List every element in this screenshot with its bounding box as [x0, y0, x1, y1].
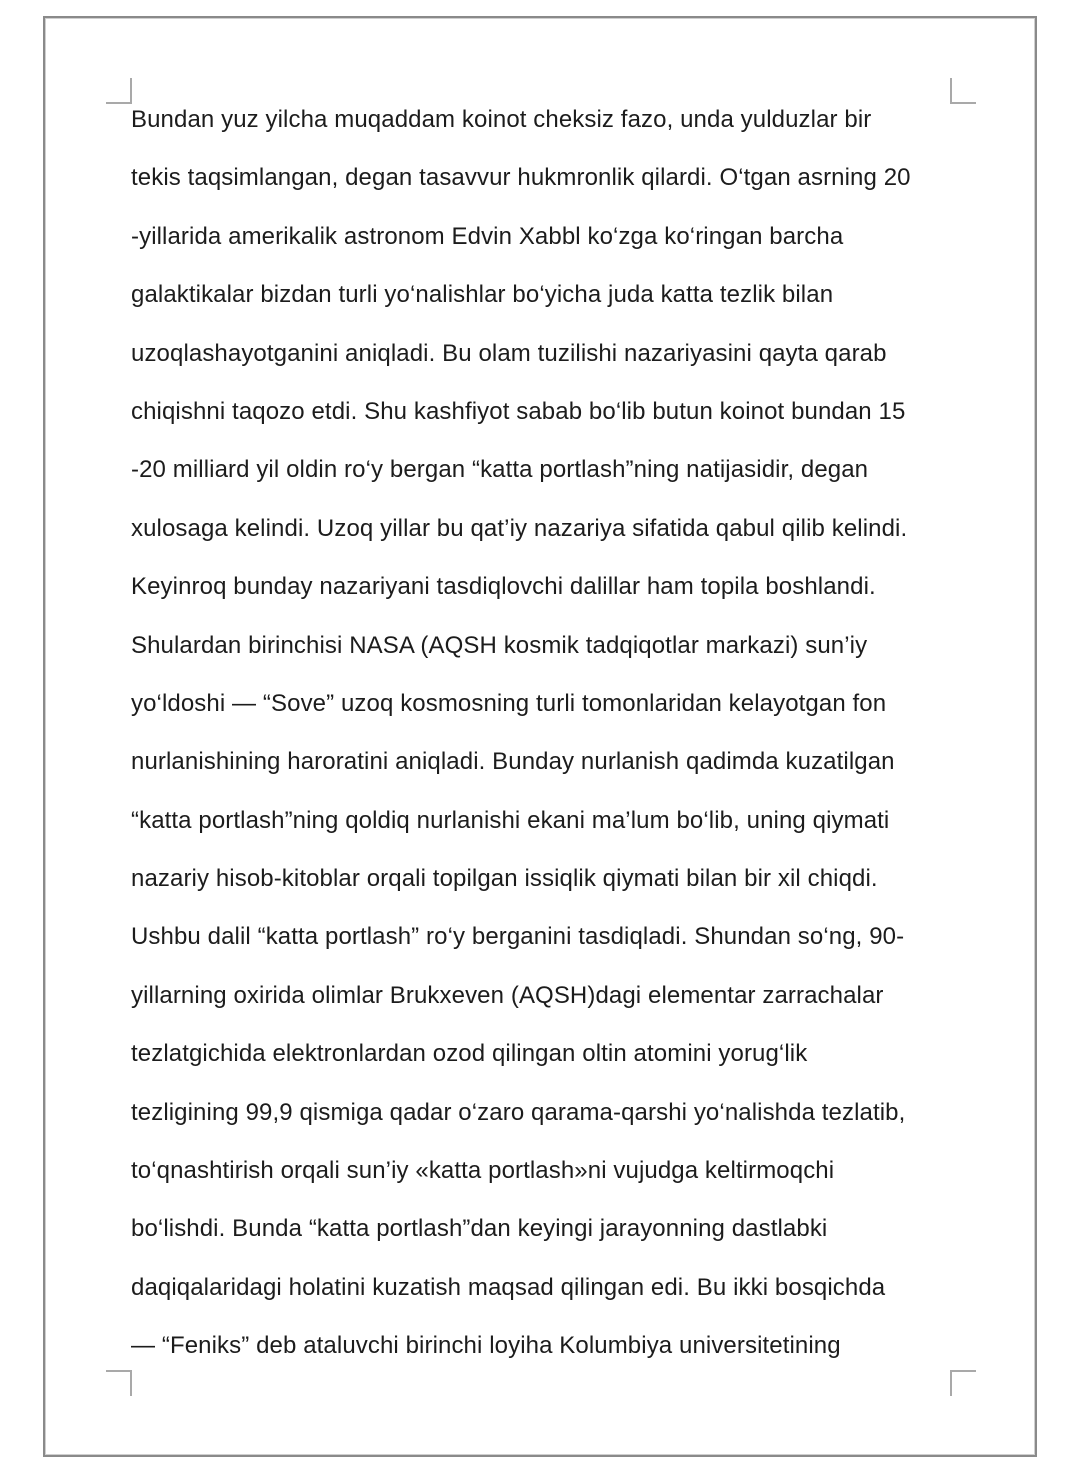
text-line: daqiqalaridagi holatini kuzatish maqsad qilingan edi. Bu ikki bosqichda — [131, 1273, 886, 1301]
text-line: yo‘ldoshi — “Sove” uzoq kosmosning turli tomonlaridan kelayotgan fon — [131, 689, 887, 717]
margin-corner-mark-top-left — [106, 78, 132, 104]
text-line: uzoqlashayotganini aniqladi. Bu olam tuzilishi nazariyasini qayta qarab — [131, 339, 887, 367]
text-line: Shulardan birinchisi NASA (AQSH kosmik tadqiqotlar markazi) sun’iy — [131, 631, 868, 659]
text-line: tekis taqsimlangan, degan tasavvur hukmronlik qilardi. O‘tgan asrning 20 — [131, 164, 911, 192]
text-line: yillarning oxirida olimlar Brukxeven (AQSH)dagi elementar zarrachalar — [131, 981, 884, 1009]
text-line: Ushbu dalil “katta portlash” ro‘y berganini tasdiqladi. Shundan so‘ng, 90- — [131, 923, 905, 951]
text-line: -20 milliard yil oldin ro‘y bergan “katta portlash”ning natijasidir, degan — [131, 456, 869, 484]
text-line: Bundan yuz yilcha muqaddam koinot cheksiz fazo, unda yulduzlar bir — [131, 106, 872, 133]
text-line: nurlanishining haroratini aniqladi. Bunday nurlanish qadimda kuzatilgan — [131, 748, 895, 776]
text-line: tezlatgichida elektronlardan ozod qilingan oltin atomini yorug‘lik — [131, 1040, 808, 1068]
text-line: chiqishni taqozo etdi. Shu kashfiyot sabab bo‘lib butun koinot bundan 15 — [131, 397, 906, 425]
text-line: Keyinroq bunday nazariyani tasdiqlovchi dalillar ham topila boshlandi. — [131, 573, 876, 601]
text-line: galaktikalar bizdan turli yo‘nalishlar bo‘yicha juda katta tezlik bilan — [131, 281, 834, 309]
text-line: — “Feniks” deb ataluvchi birinchi loyiha Kolumbiya universitetining — [131, 1332, 841, 1360]
margin-corner-mark-bottom-left — [106, 1370, 132, 1396]
text-line: bo‘lishdi. Bunda “katta portlash”dan keyingi jarayonning dastlabki — [131, 1215, 828, 1243]
text-line: nazariy hisob-kitoblar orqali topilgan issiqlik qiymati bilan bir xil chiqdi. — [131, 865, 878, 893]
document-body — [131, 100, 961, 1385]
text-line: -yillarida amerikalik astronom Edvin Xabbl ko‘zga ko‘ringan barcha — [131, 222, 844, 250]
text-line: xulosaga kelindi. Uzoq yillar bu qat’iy nazariya sifatida qabul qilib kelindi. — [131, 514, 908, 542]
text-line: to‘qnashtirish orqali sun’iy «katta portlash»ni vujudga keltirmoqchi — [131, 1157, 835, 1185]
text-line: “katta portlash”ning qoldiq nurlanishi ekani ma’lum bo‘lib, uning qiymati — [131, 806, 890, 834]
text-line: tezligining 99,9 qismiga qadar o‘zaro qarama-qarshi yo‘nalishda tezlatib, — [131, 1098, 906, 1126]
